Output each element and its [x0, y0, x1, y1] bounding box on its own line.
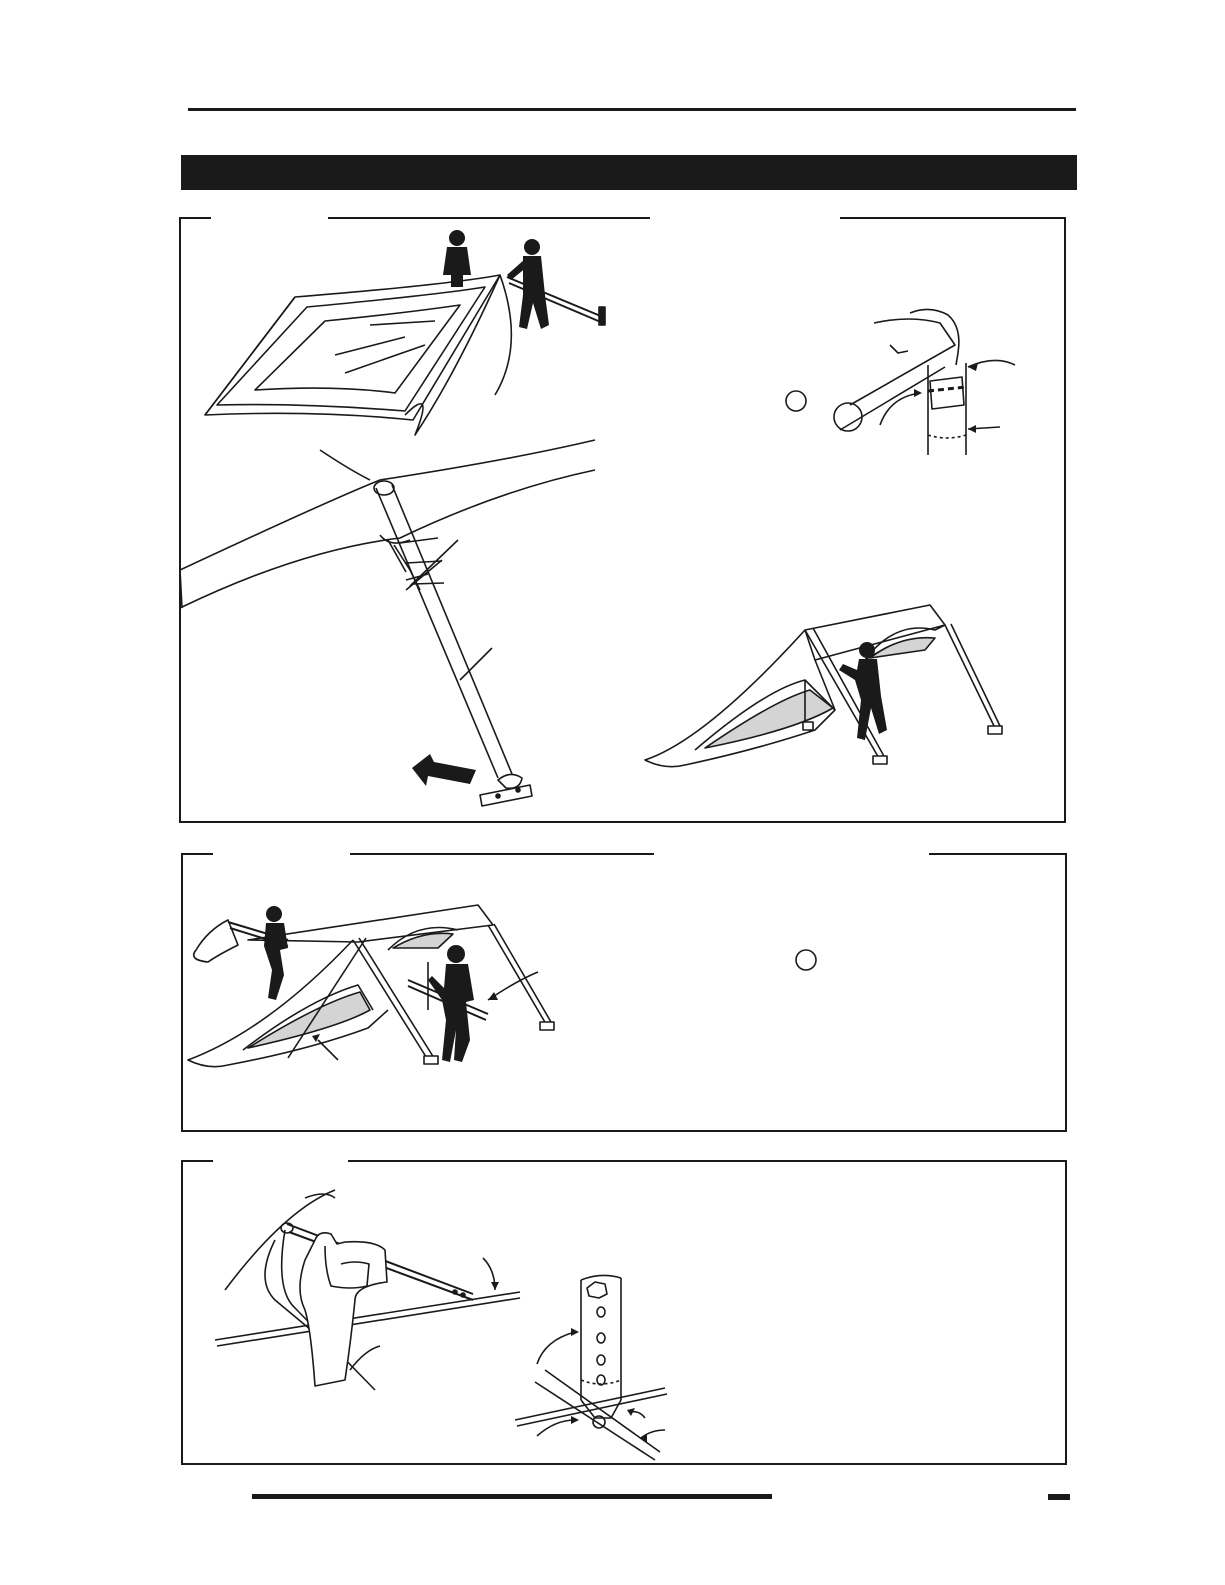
stake-down-figure [215, 1190, 530, 1410]
panel-3-title-gap [213, 1159, 348, 1164]
person-holding-flag-icon [264, 906, 288, 1000]
canopy-lift-figure [195, 225, 625, 440]
footer-rule [252, 1494, 772, 1499]
section-banner [181, 155, 1077, 190]
panel-1-title-gap-right [650, 216, 840, 221]
panel-2-title-gap-left [213, 852, 350, 857]
leg-closeup-figure [180, 440, 610, 820]
step-circle-2-icon [794, 948, 818, 972]
leg-tube-detail-figure [780, 305, 1035, 465]
leg-extend-figure [645, 600, 1020, 775]
footer-page-marker [1048, 1494, 1070, 1500]
panel-2-title-gap-right [654, 852, 929, 857]
foot-plate-detail-figure [515, 1270, 675, 1465]
person-holding-pole-icon [428, 945, 474, 1062]
push-arrow-icon [412, 754, 476, 786]
panel-1-title-gap-left [211, 216, 328, 221]
person-standing-icon [443, 230, 471, 287]
second-side-figure [188, 900, 563, 1075]
step-circle-icon [786, 391, 806, 411]
header-rule [188, 108, 1076, 111]
